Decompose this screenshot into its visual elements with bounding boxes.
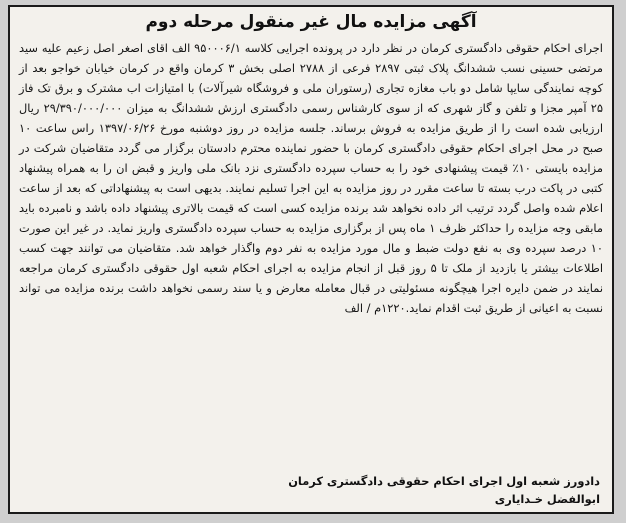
signature-officer-title: دادورز شعبه اول اجرای احکام حقوقی دادگستری کرمان <box>288 474 600 488</box>
notice-signature <box>288 472 600 508</box>
signature-officer-name: ابوالفضل خـدایاری <box>494 492 600 506</box>
notice-body-paragraph: اجرای احکام حقوقی دادگستری کرمان در نظر دارد در پرونده اجرایی کلاسه ۹۵۰۰۰۶/۱ الف اقای اصغر اصل زعیم علیه سید مرتضی حسینی نسب ششدانگ پلاک ثبتی ۲۸۹۷ فرعی از ۲۷۸۸ اصلی بخش ۳ کرمان واقع در کرمان خیابان خواجو بعد از کوچه نمایندگی سایپا شامل دو باب مغازه تجاری (رستوران ملی و فروشگاه شیرآلات) با امتیازات اب مشترک و برق تک فاز ۲۵ آمپر مجزا و تلفن و گاز شهری که از سوی کارشناس رسمی دادگستری ارزش ششدانگ به میزان ۲۹/۳۹۰/۰۰۰/۰۰۰ ریال ارزیابی شده است را از طریق مزایده به فروش برساند. جلسه مزایده در روز دوشنبه مورخ ۱۳۹۷/۰۶/۲۶ راس ساعت ۱۰ صبح در محل اجرای احکام حقوقی دادگستری کرمان با حضور نماینده محترم دادستان برگزار می گردد متقاضیان شرکت در مزایده بایستی ۱۰٪ قیمت پیشنهادی خود را به حساب سپرده دادگستری نزد بانک ملی واریز و قبض ان را به همراه پیشنهاد کتبی در پاکت درب بسته تا ساعت مقرر در روز مزایده به این اجرا تسلیم نمایند. بدیهی است به پیشنهاداتی که بعد از ساعت اعلام شده واصل گردد ترتیب اثر داده نخواهد شد برنده مزایده کسی است که قیمت بالاتری پیشنهاد داده باشد و نامبرده باید مابقی وجه مزایده را حداکثر ظرف ۱ ماه پس از برگزاری مزایده به حساب سپرده دادگستری واریز نماید. در غیر این صورت ۱۰ درصد سپرده وی به نفع دولت ضبط و مال مورد مزایده به نفر دوم واگذار خواهد شد. متقاضیان می توانند جهت کسب اطلاعات بیشتر یا بازدید از ملک تا ۵ روز قبل از انجام مزایده به اجرای احکام شعبه اول حقوقی دادگستری کرمان مراجعه نمایند در ضمن دایره اجرا هیچگونه مسئولیتی در قبال معامله معارض و یا سند رسمی نخواهد داشت برنده مزایده می تواند نسبت به اعیانی از طریق ثبت اقدام نماید.۱۲۲۰م / الف <box>19 41 603 315</box>
auction-notice <box>8 5 614 514</box>
notice-title: آگهی مزایده مال غیر منقول مرحله دوم <box>145 12 477 32</box>
notice-body <box>19 38 603 318</box>
